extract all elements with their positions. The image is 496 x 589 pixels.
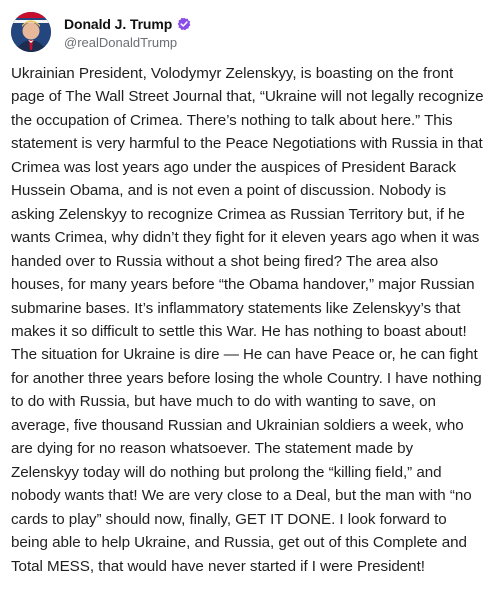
author-display-name[interactable]: Donald J. Trump	[64, 15, 173, 32]
name-row	[64, 15, 191, 33]
post-body-text: Ukrainian President, Volodymyr Zelenskyy, is boasting on the front page of The Wall Street Journal that, “Ukraine will not legally recognize the occupation of Crimea. There’s nothing to talk about here.” This statement is very harmful to the Peace Negotiations with Russia in that Crimea was lost years ago under the auspices of President Barack Hussein Obama, and is not even a point of discussion. Nobody is asking Zelenskyy to recognize Crimea as Russian Territory but, if he wants Crimea, why didn’t they fight for it eleven years ago when it was handed over to Russia without a shot being fired? The area also houses, for many years before “the Obama handover,” major Russian submarine bases. It’s inflammatory statements like Zelenskyy’s that makes it so difficult to settle this War. He has nothing to boast about! The situation for Ukraine is dire — He can have Peace or, he can fight for another three years before losing the whole Country. I have nothing to do with Russia, but have much to do with wanting to save, on average, five thousand Russian and Ukrainian soldiers a week, who are dying for no reason whatsoever. The statement made by Zelenskyy today will do nothing but prolong the “killing field,” and nobody wants that! We are very close to a Deal, but the man with “no cards to play” should now, finally, GET IT DONE. I look forward to being able to help Ukraine, and Russia, get out of this Complete and Total MESS, that would have never started if I were President!	[11, 65, 484, 575]
profile-avatar-image	[11, 12, 51, 52]
author-names	[64, 15, 191, 50]
author-avatar[interactable]	[11, 12, 51, 52]
post-header	[11, 10, 484, 54]
verified-badge-icon	[177, 17, 191, 31]
author-handle[interactable]: @realDonaldTrump	[64, 34, 178, 50]
